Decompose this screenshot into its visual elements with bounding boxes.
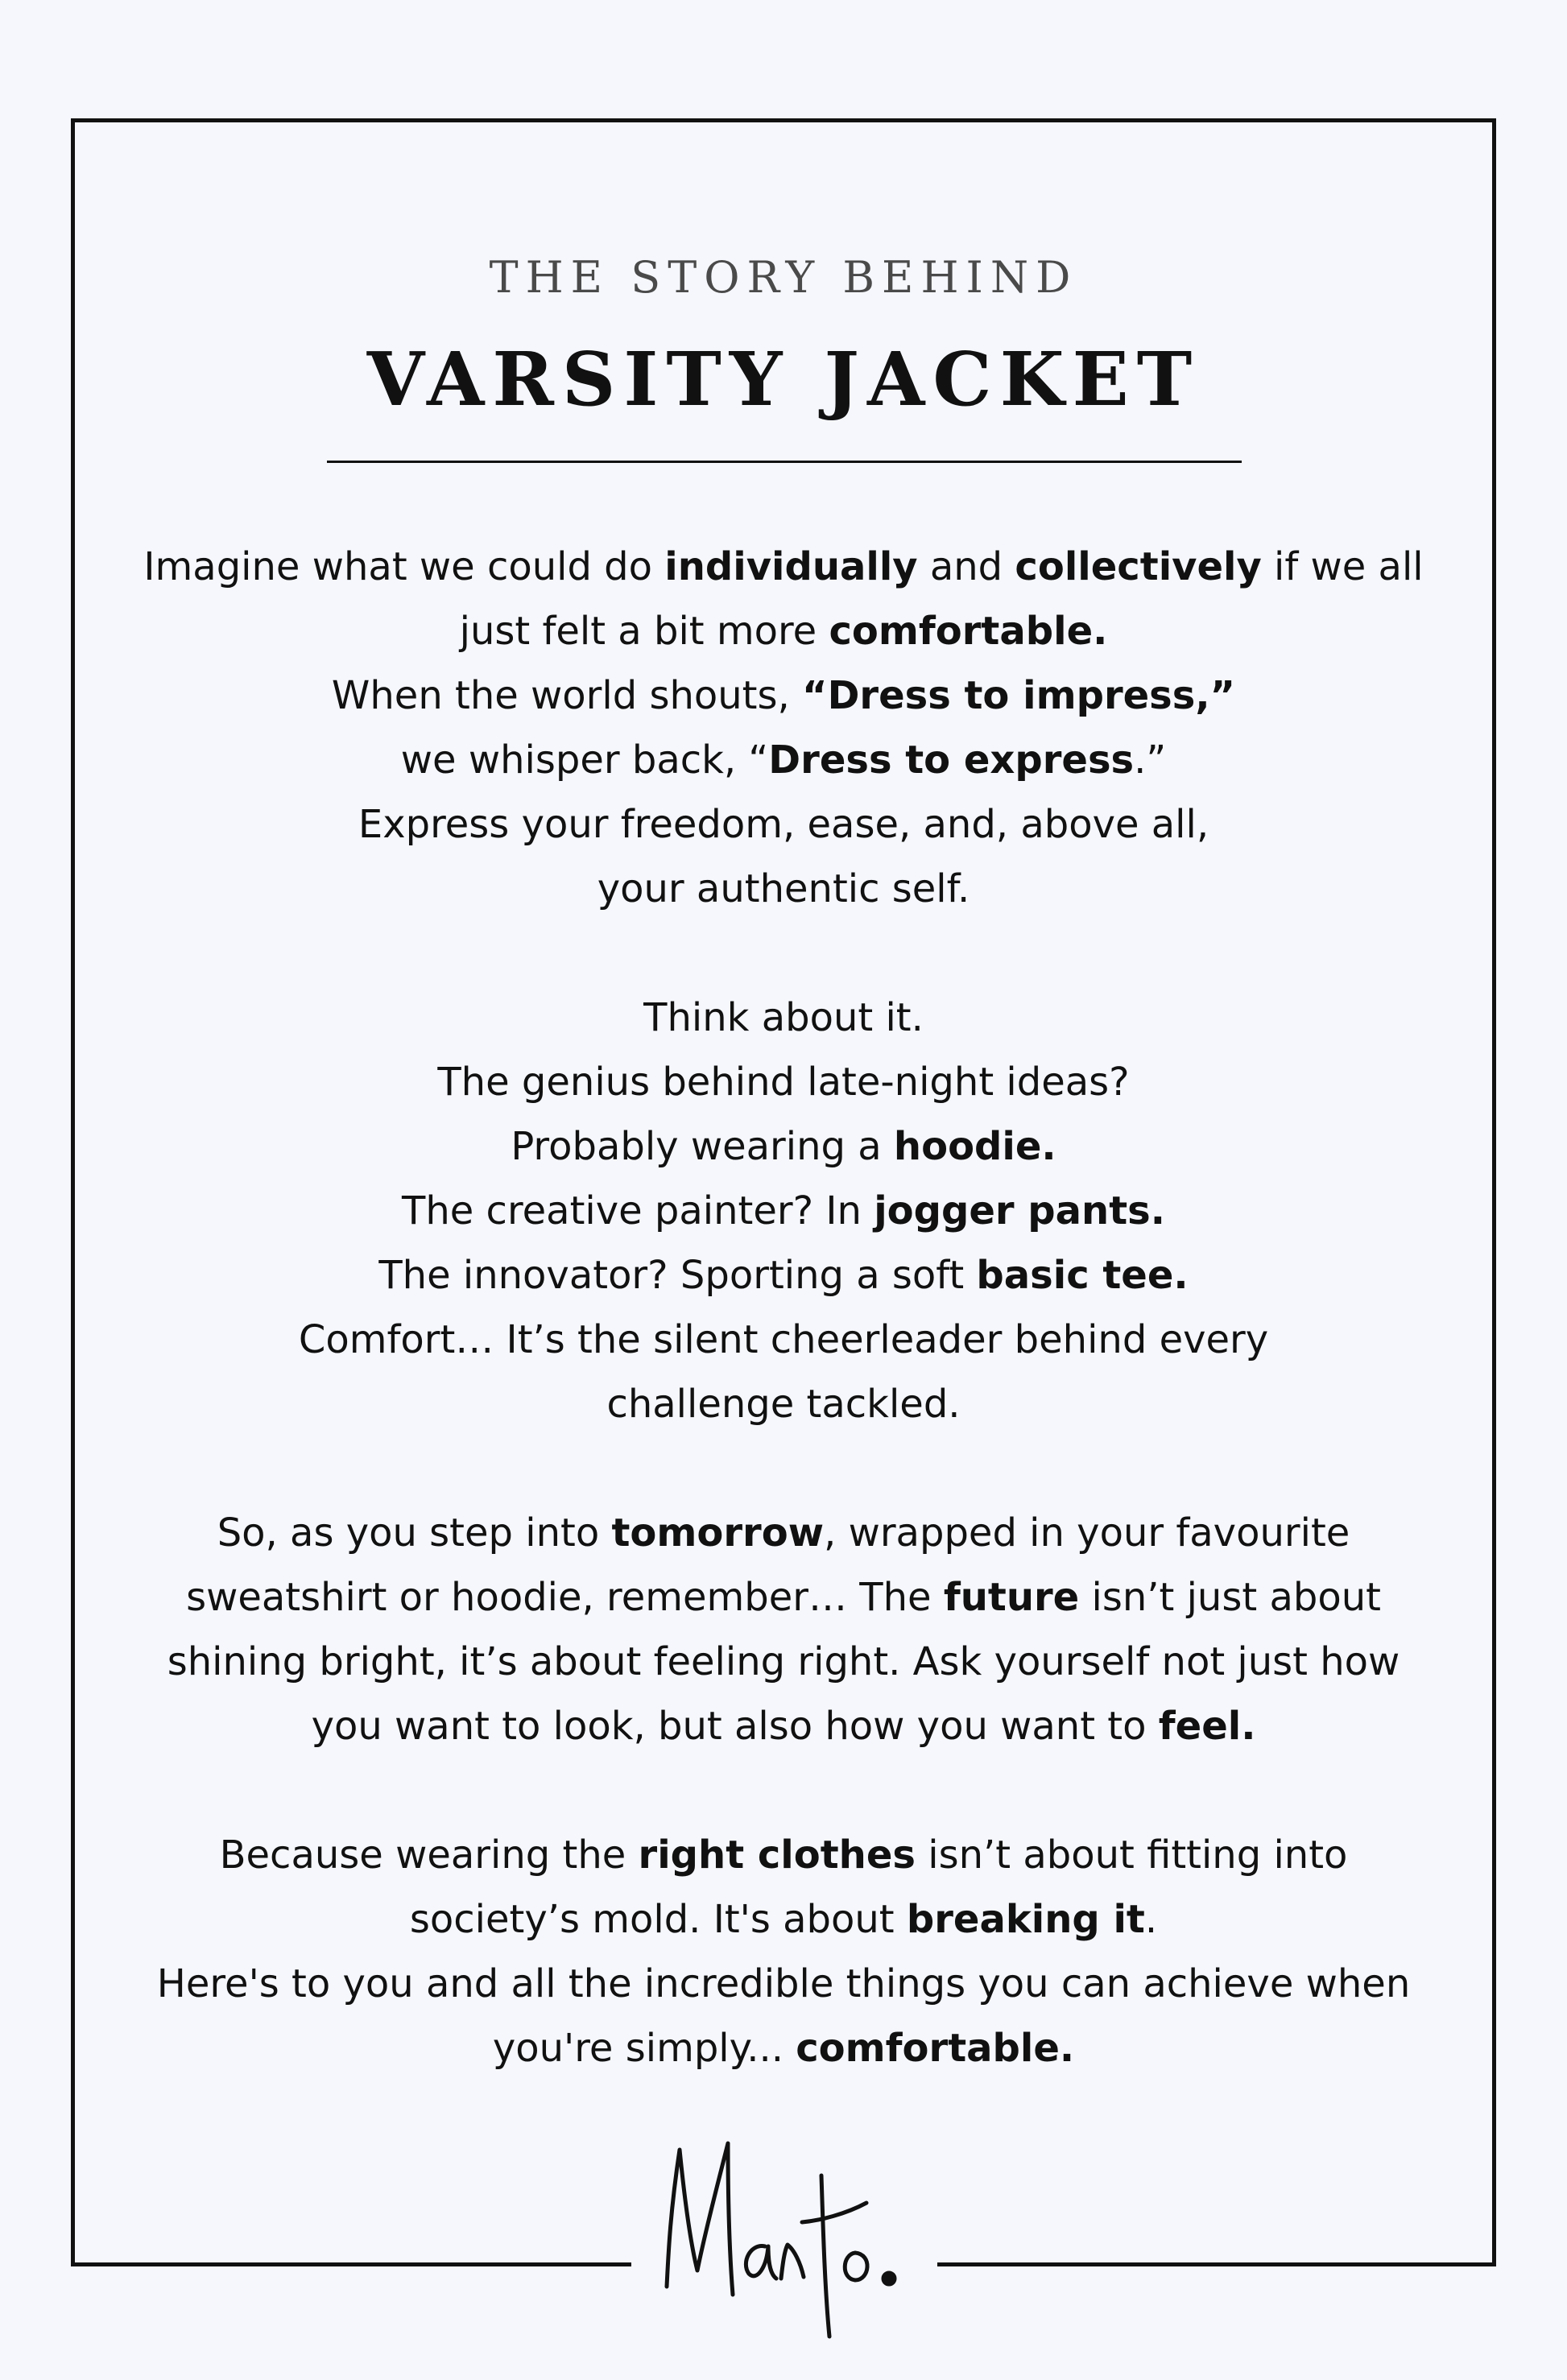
text-run: just felt a bit more [459, 609, 829, 654]
text-line: The genius behind late-night ideas? [437, 1060, 1130, 1105]
text-run: Because wearing the [219, 1833, 639, 1878]
text-run: society’s mold. It's about [409, 1897, 907, 1942]
emphasis-text: feel. [1158, 1704, 1256, 1749]
frame-top-border [71, 118, 1496, 122]
title-divider [327, 461, 1242, 463]
emphasis-text: future [943, 1575, 1080, 1620]
text-run: and [917, 544, 1015, 589]
text-line [97, 1823, 1470, 1887]
text-line: Here's to you and all the incredible things you can achieve when [156, 1961, 1411, 2006]
text-line: challenge tackled. [606, 1382, 961, 1427]
emphasis-text: individually [664, 544, 918, 589]
frame-bottom-right-border [937, 2262, 1496, 2266]
emphasis-text: “Dress to impress,” [802, 673, 1236, 718]
text-run: if we all [1261, 544, 1424, 589]
signature-logo [644, 2126, 926, 2343]
frame-left-border [71, 118, 75, 2266]
emphasis-text: breaking it [906, 1897, 1145, 1942]
emphasis-text: hoodie. [893, 1124, 1056, 1169]
emphasis-text: right clothes [638, 1833, 916, 1878]
text-run: isn’t about fitting into [915, 1833, 1348, 1878]
text-run: The creative painter? In [402, 1188, 874, 1233]
emphasis-text: comfortable. [829, 609, 1108, 654]
text-line [97, 1501, 1470, 1565]
text-line: shining bright, it’s about feeling right. Ask yourself not just how [167, 1639, 1400, 1684]
text-run: we whisper back, “ [400, 738, 769, 783]
text-line [97, 1179, 1470, 1243]
text-line [97, 1887, 1470, 1952]
emphasis-text: comfortable. [796, 2026, 1075, 2071]
text-line [97, 728, 1470, 792]
story-body [97, 535, 1470, 2080]
page-title: VARSITY JACKET [366, 336, 1201, 423]
frame-bottom-left-border [71, 2262, 631, 2266]
text-run: , wrapped in your favourite [824, 1510, 1350, 1556]
text-line [97, 2016, 1470, 2080]
emphasis-text: Dress to express [768, 738, 1135, 783]
text-line [97, 535, 1470, 599]
paragraph-2 [97, 985, 1470, 1436]
text-line: Express your freedom, ease, and, above all, [358, 802, 1209, 847]
text-run: So, as you step into [217, 1510, 612, 1556]
text-run: .” [1134, 738, 1167, 783]
text-run: . [1144, 1897, 1158, 1942]
text-line [97, 1114, 1470, 1179]
text-run: isn’t just about [1079, 1575, 1381, 1620]
text-run: Probably wearing a [511, 1124, 894, 1169]
text-run: The innovator? Sporting a soft [378, 1253, 977, 1298]
text-line [97, 1565, 1470, 1630]
frame-right-border [1492, 118, 1496, 2266]
kicker-heading: THE STORY BEHIND [489, 252, 1078, 303]
paragraph-3 [97, 1501, 1470, 1758]
text-run: you're simply... [492, 2026, 796, 2071]
emphasis-text: tomorrow [611, 1510, 825, 1556]
emphasis-text: jogger pants. [874, 1188, 1165, 1233]
text-line [97, 1694, 1470, 1758]
text-run: sweatshirt or hoodie, remember… The [186, 1575, 944, 1620]
text-line [97, 599, 1470, 663]
paragraph-4 [97, 1823, 1470, 2080]
emphasis-text: collectively [1015, 544, 1262, 589]
text-line: Comfort… It’s the silent cheerleader behind every [298, 1317, 1269, 1362]
text-run: you want to look, but also how you want to [311, 1704, 1159, 1749]
emphasis-text: basic tee. [976, 1253, 1189, 1298]
text-line [97, 1243, 1470, 1308]
text-line: your authentic self. [597, 866, 970, 911]
text-run: When the world shouts, [331, 673, 803, 718]
text-line: Think about it. [643, 995, 924, 1040]
text-line [97, 663, 1470, 728]
text-run: Imagine what we could do [143, 544, 665, 589]
paragraph-1 [97, 535, 1470, 921]
